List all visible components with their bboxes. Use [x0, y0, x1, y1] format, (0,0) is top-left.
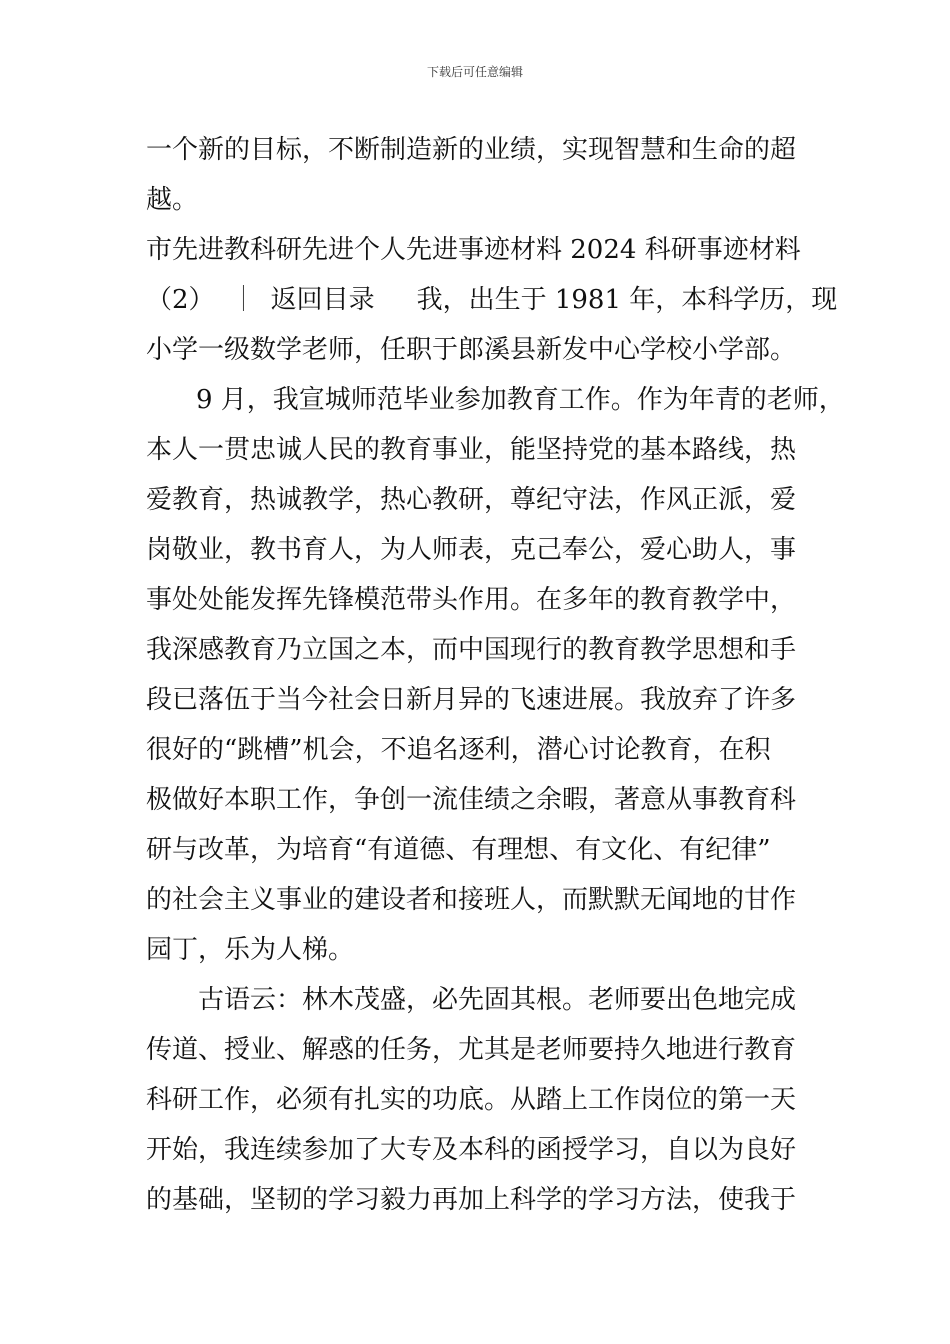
text-line: 事处处能发挥先锋模范带头作用。在多年的教育教学中， [146, 585, 797, 615]
text-line: 岗敬业，教书育人，为人师表，克己奉公，爱心助人，事 [146, 535, 797, 565]
text-line: 开始，我连续参加了大专及本科的函授学习，自以为良好 [146, 1135, 797, 1165]
text-segment: 我，出生于 1981 年，本科学历，现 [416, 285, 838, 315]
paragraph-start: 古语云：林木茂盛，必先固其根。老师要出色地完成 [198, 985, 797, 1015]
text-line: 极做好本职工作，争创一流佳绩之余暇，著意从事教育科 [146, 785, 797, 815]
paragraph-start: 9 月，我宣城师范毕业参加教育工作。作为年青的老师， [196, 385, 845, 415]
text-line: 的基础，坚韧的学习毅力再加上科学的学习方法，使我于 [146, 1185, 797, 1215]
text-line: 本人一贯忠诚人民的教育事业，能坚持党的基本路线，热 [146, 435, 797, 465]
back-to-toc-link[interactable]: 返回目录 [270, 285, 375, 315]
toc-line [146, 283, 837, 317]
text-line: 园丁，乐为人梯。 [146, 935, 355, 965]
text-line: 一个新的目标，不断制造新的业绩，实现智慧和生命的超 [146, 135, 797, 165]
text-line: 很好的“跳槽”机会，不追名逐利，潜心讨论教育，在积 [146, 735, 771, 765]
text-line: 越。 [146, 185, 199, 215]
text-line: 段已落伍于当今社会日新月异的飞速进展。我放弃了许多 [146, 685, 797, 715]
text-line: 小学一级数学老师，任职于郎溪县新发中心学校小学部。 [146, 335, 797, 365]
page-header: 下载后可任意编辑 [426, 65, 523, 79]
separator: ｜ [230, 285, 257, 315]
text-line: 科研工作，必须有扎实的功底。从踏上工作岗位的第一天 [146, 1085, 797, 1115]
text-line: 的社会主义事业的建设者和接班人，而默默无闻地的甘作 [146, 885, 797, 915]
text-line: 爱教育，热诚教学，热心教研，尊纪守法，作风正派，爱 [146, 485, 797, 515]
text-line: 研与改革，为培育“有道德、有理想、有文化、有纪律” [146, 835, 771, 865]
text-line: 传道、授业、解惑的任务，尤其是老师要持久地进行教育 [146, 1035, 797, 1065]
section-number: （2） [146, 285, 215, 315]
article-title: 市先进教科研先进个人先进事迹材料 2024 科研事迹材料 [146, 235, 801, 265]
text-line: 我深感教育乃立国之本，而中国现行的教育教学思想和手 [146, 635, 797, 665]
